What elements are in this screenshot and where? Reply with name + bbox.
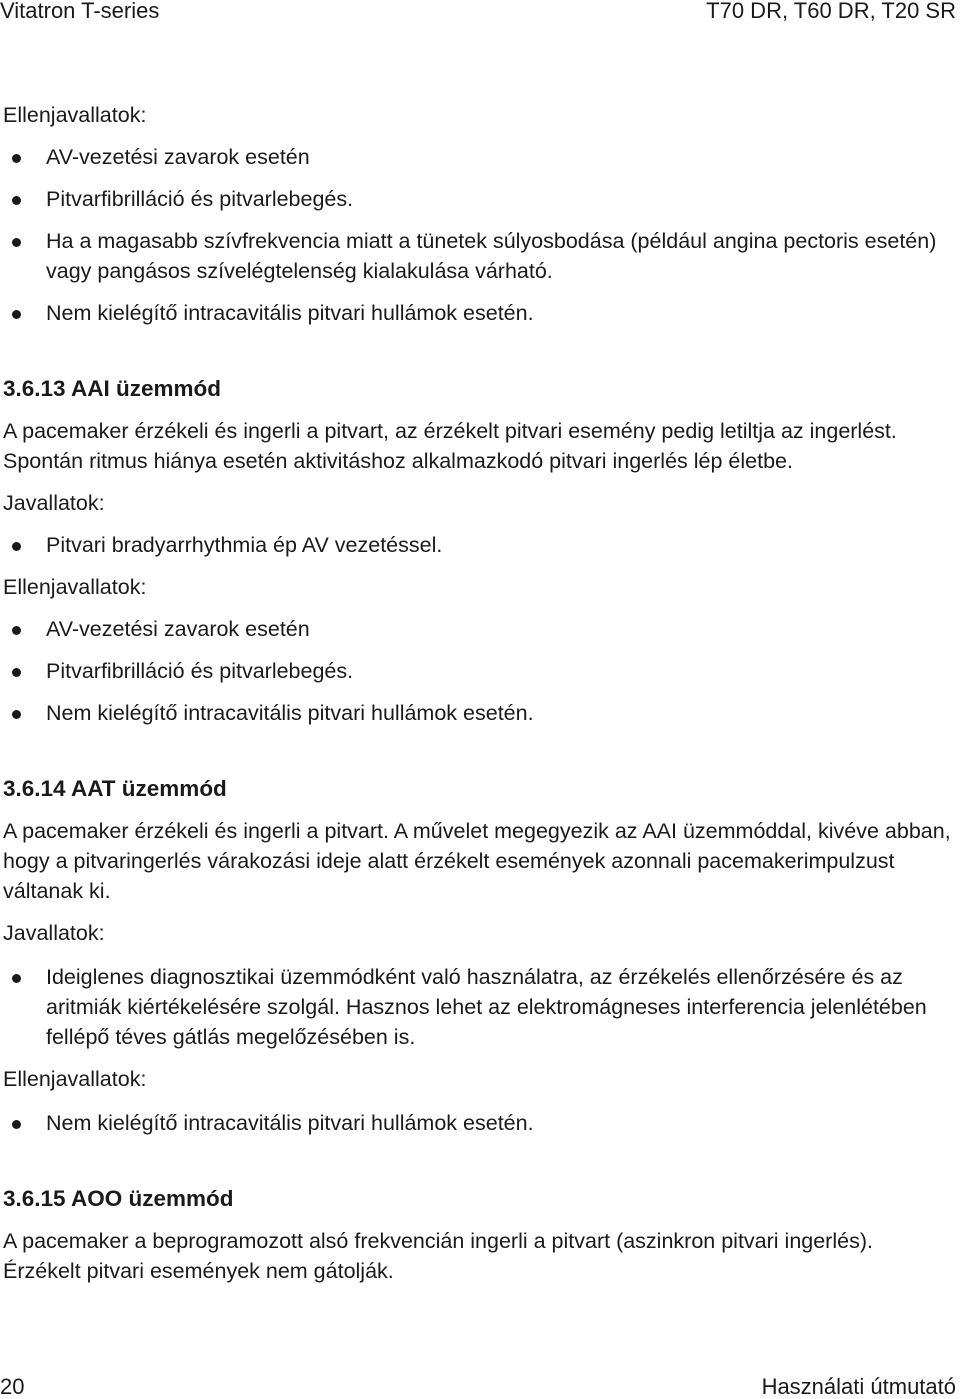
- contraindications-list: [3, 614, 956, 728]
- indications-label: Javallatok:: [3, 921, 105, 945]
- section-heading-aat: 3.6.14 AAT üzemmód: [3, 776, 227, 801]
- list-item: Nem kielégítő intracavitális pitvari hullámok esetén.: [3, 298, 956, 328]
- list-item: Ha a magasabb szívfrekvencia miatt a tünetek súlyosbodása (például angina pectoris esetén) vagy pangásos szívelégtelenség kialakulása várható.: [3, 226, 956, 286]
- list-item: AV-vezetési zavarok esetén: [3, 142, 956, 172]
- section-heading-aai: 3.6.13 AAI üzemmód: [3, 376, 221, 401]
- contraindications-list: [3, 142, 956, 328]
- contraindications-label: Ellenjavallatok:: [3, 1067, 147, 1091]
- indications-list: [3, 530, 956, 560]
- bullet-icon: [12, 626, 21, 635]
- list-item: Nem kielégítő intracavitális pitvari hullámok esetén.: [3, 698, 956, 728]
- page-header: [0, 0, 956, 22]
- bullet-icon: [12, 238, 21, 247]
- list-item: Pitvari bradyarrhythmia ép AV vezetéssel.: [3, 530, 956, 560]
- bullet-icon: [12, 542, 21, 551]
- section-text-aat: A pacemaker érzékeli és ingerli a pitvart. A művelet megegyezik az AAI üzemmóddal, kivéve abban, hogy a pitvaringerlés várakozási ideje alatt érzékelt események azonnali pacemakerimpulzust váltanak ki.: [3, 819, 951, 903]
- contraindications-label: Ellenjavallatok:: [3, 575, 147, 599]
- bullet-icon: [12, 196, 21, 205]
- section-text-aai: A pacemaker érzékeli és ingerli a pitvart, az érzékelt pitvari esemény pedig letiltja az ingerlést. Spontán ritmus hiánya esetén aktivitáshoz alkalmazkodó pitvari ingerlés lép életbe.: [3, 419, 897, 473]
- bullet-icon: [12, 310, 21, 319]
- footer-title: Használati útmutató: [761, 1374, 956, 1399]
- bullet-icon: [12, 974, 21, 983]
- list-item: Pitvarfibrilláció és pitvarlebegés.: [3, 656, 956, 686]
- section-text-aoo: A pacemaker a beprogramozott alsó frekvencián ingerli a pitvart (aszinkron pitvari ingerlés). Érzékelt pitvari események nem gátolják.: [3, 1229, 873, 1283]
- indications-list: [3, 962, 956, 1052]
- list-item: Pitvarfibrilláció és pitvarlebegés.: [3, 184, 956, 214]
- list-item: AV-vezetési zavarok esetén: [3, 614, 956, 644]
- page-footer: [0, 1376, 956, 1398]
- contraindications-label: Ellenjavallatok:: [3, 103, 147, 127]
- bullet-icon: [12, 1120, 21, 1129]
- section-heading-aoo: 3.6.15 AOO üzemmód: [3, 1186, 234, 1211]
- list-item: Ideiglenes diagnosztikai üzemmódként való használatra, az érzékelés ellenőrzésére és az aritmiák kiértékelésére szolgál. Hasznos lehet az elektromágneses interferencia jelenlétében fellépő téves gátlás megelőzésében is.: [3, 962, 956, 1052]
- list-item: Nem kielégítő intracavitális pitvari hullámok esetén.: [3, 1108, 956, 1138]
- header-product: Vitatron T-series: [0, 0, 160, 23]
- page-number: 20: [0, 1374, 25, 1399]
- indications-label: Javallatok:: [3, 491, 105, 515]
- header-models: T70 DR, T60 DR, T20 SR: [706, 0, 956, 23]
- page-content: [3, 100, 956, 1286]
- bullet-icon: [12, 710, 21, 719]
- bullet-icon: [12, 154, 21, 163]
- bullet-icon: [12, 668, 21, 677]
- contraindications-list: [3, 1108, 956, 1138]
